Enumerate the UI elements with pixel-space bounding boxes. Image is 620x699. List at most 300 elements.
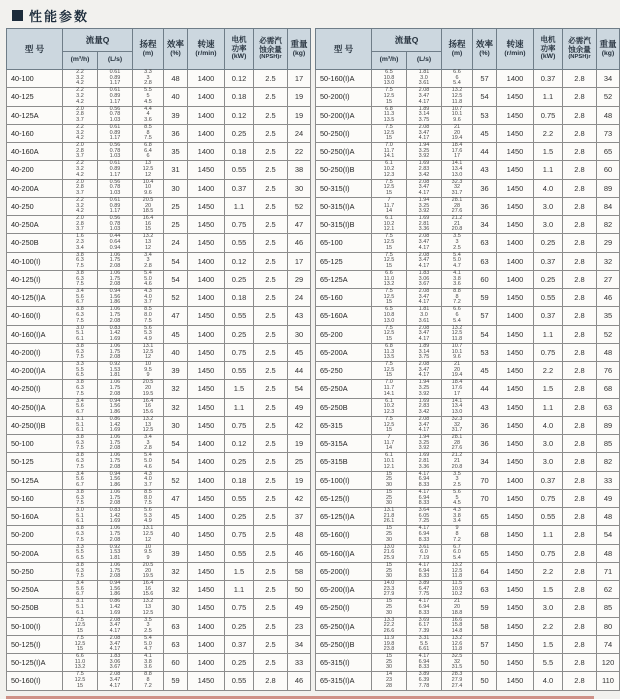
model-cell: 65-315B bbox=[316, 453, 372, 471]
table-row bbox=[316, 635, 620, 653]
weight-cell: 65 bbox=[597, 143, 620, 161]
head-cell: 4.3 4.0 3.7 bbox=[133, 471, 164, 489]
efficiency-cell: 57 bbox=[473, 307, 497, 325]
weight-cell: 48 bbox=[597, 343, 620, 361]
flow-ls-cell: 0.86 1.42 1.69 bbox=[98, 599, 133, 617]
efficiency-cell: 30 bbox=[164, 416, 188, 434]
weight-cell: 30 bbox=[288, 325, 311, 343]
flow-ls-cell: 2.08 3.47 4.17 bbox=[407, 88, 442, 106]
table-row bbox=[316, 343, 620, 361]
speed-cell: 1450 bbox=[497, 526, 534, 544]
table-header bbox=[7, 29, 311, 70]
npsh-cell: 2.8 bbox=[563, 672, 597, 690]
flow-ls-cell: 0.83 1.42 1.69 bbox=[98, 325, 133, 343]
npsh-cell: 2.8 bbox=[563, 617, 597, 635]
flow-m3h-cell: 7.5 12.5 15 bbox=[372, 88, 407, 106]
speed-cell: 1450 bbox=[497, 435, 534, 453]
npsh-cell: 2.8 bbox=[563, 453, 597, 471]
flow-m3h-cell: 2.2 3.2 4.2 bbox=[63, 70, 98, 88]
efficiency-cell: 36 bbox=[473, 197, 497, 215]
head-cell: 32.5 32 31.5 bbox=[442, 654, 473, 672]
model-cell: 40-250(I)A bbox=[7, 398, 63, 416]
weight-cell: 85 bbox=[597, 435, 620, 453]
efficiency-cell: 30 bbox=[164, 599, 188, 617]
table-row bbox=[7, 416, 311, 434]
flow-m3h-cell: 6.5 10.8 13.0 bbox=[372, 70, 407, 88]
flow-m3h-cell: 3.0 5.1 6.1 bbox=[63, 508, 98, 526]
head-cell: 21 20 18.8 bbox=[442, 599, 473, 617]
flow-m3h-cell: 3.3 5.5 6.5 bbox=[63, 362, 98, 380]
table-row bbox=[7, 343, 311, 361]
head-cell: 3.5 3 2.5 bbox=[133, 617, 164, 635]
efficiency-cell: 54 bbox=[473, 325, 497, 343]
efficiency-cell: 47 bbox=[164, 307, 188, 325]
model-cell: 65-200 bbox=[316, 325, 372, 343]
table-row bbox=[316, 544, 620, 562]
model-cell: 65-315 bbox=[316, 416, 372, 434]
flow-ls-cell: 0.56 0.78 1.03 bbox=[98, 216, 133, 234]
head-cell: 3.5 3 2.5 bbox=[442, 234, 473, 252]
efficiency-cell: 70 bbox=[473, 471, 497, 489]
power-cell: 0.37 bbox=[225, 635, 254, 653]
power-cell: 1.5 bbox=[534, 380, 563, 398]
npsh-cell: 2.8 bbox=[563, 581, 597, 599]
speed-cell: 1450 bbox=[497, 617, 534, 635]
head-cell: 13.2 12.5 11.8 bbox=[442, 325, 473, 343]
flow-ls-cell: 1.94 3.25 3.92 bbox=[407, 197, 442, 215]
speed-cell: 1400 bbox=[188, 143, 225, 161]
head-cell: 6.6 6 5.4 bbox=[442, 307, 473, 325]
table-row bbox=[7, 289, 311, 307]
npsh-cell: 2.8 bbox=[563, 179, 597, 197]
col-header-efficiency: 效率 (%) bbox=[164, 29, 188, 70]
efficiency-cell: 63 bbox=[164, 617, 188, 635]
col-header-power: 电机 功率 (kW) bbox=[225, 29, 254, 70]
head-cell: 16.4 16 15.6 bbox=[133, 581, 164, 599]
table-row bbox=[7, 508, 311, 526]
npsh-cell: 2.8 bbox=[563, 635, 597, 653]
power-cell: 4.0 bbox=[534, 672, 563, 690]
power-cell: 0.75 bbox=[534, 544, 563, 562]
model-cell: 50-160 bbox=[7, 489, 63, 507]
power-cell: 0.37 bbox=[534, 252, 563, 270]
col-header-npsh: 必需汽 蚀余量 (NPSH)r bbox=[563, 29, 597, 70]
efficiency-cell: 43 bbox=[473, 161, 497, 179]
head-cell: 21 20 19.4 bbox=[442, 362, 473, 380]
weight-cell: 89 bbox=[597, 179, 620, 197]
head-cell: 6.6 6 5.4 bbox=[442, 70, 473, 88]
model-cell: 40-125A bbox=[7, 106, 63, 124]
efficiency-cell: 25 bbox=[164, 197, 188, 215]
efficiency-cell: 59 bbox=[473, 599, 497, 617]
power-cell: 0.75 bbox=[225, 216, 254, 234]
flow-m3h-cell: 6.6 11.0 13.2 bbox=[63, 654, 98, 672]
npsh-cell: 2.8 bbox=[563, 544, 597, 562]
speed-cell: 1450 bbox=[497, 380, 534, 398]
table-row bbox=[316, 617, 620, 635]
table-row bbox=[316, 362, 620, 380]
model-cell: 65-160(I) bbox=[316, 526, 372, 544]
flow-m3h-cell: 2.0 2.8 3.7 bbox=[63, 216, 98, 234]
npsh-cell: 2.5 bbox=[254, 289, 288, 307]
flow-ls-cell: 4.17 6.94 8.33 bbox=[407, 471, 442, 489]
speed-cell: 1400 bbox=[188, 124, 225, 142]
efficiency-cell: 36 bbox=[164, 124, 188, 142]
npsh-cell: 2.8 bbox=[563, 471, 597, 489]
npsh-cell: 2.5 bbox=[254, 508, 288, 526]
model-cell: 40-250(I) bbox=[7, 380, 63, 398]
head-cell: 28.1 28 27.6 bbox=[442, 197, 473, 215]
npsh-cell: 2.8 bbox=[563, 526, 597, 544]
head-cell: 5.6 5.3 4.9 bbox=[133, 325, 164, 343]
flow-m3h-cell: 3.4 5.6 6.7 bbox=[63, 289, 98, 307]
model-cell: 65-315(I) bbox=[316, 654, 372, 672]
flow-ls-cell: 1.94 3.25 3.92 bbox=[407, 380, 442, 398]
flow-m3h-cell: 13.0 21.6 25.9 bbox=[372, 544, 407, 562]
weight-cell: 63 bbox=[597, 398, 620, 416]
speed-cell: 1450 bbox=[497, 289, 534, 307]
speed-cell: 1450 bbox=[497, 672, 534, 690]
flow-m3h-cell: 3.3 5.5 6.5 bbox=[63, 544, 98, 562]
speed-cell: 1450 bbox=[188, 544, 225, 562]
npsh-cell: 2.8 bbox=[563, 508, 597, 526]
table-row bbox=[7, 489, 311, 507]
power-cell: 1.5 bbox=[534, 581, 563, 599]
head-cell: 10.4 10 9.6 bbox=[133, 179, 164, 197]
speed-cell: 1400 bbox=[188, 325, 225, 343]
speed-cell: 1450 bbox=[497, 453, 534, 471]
head-cell: 8.8 8 7.2 bbox=[133, 672, 164, 690]
model-cell: 65-250(I)A bbox=[316, 617, 372, 635]
table-row bbox=[7, 398, 311, 416]
flow-ls-cell: 3.69 6.17 7.39 bbox=[407, 617, 442, 635]
power-cell: 1.1 bbox=[225, 197, 254, 215]
flow-m3h-cell: 3.4 5.6 6.7 bbox=[63, 471, 98, 489]
table-row bbox=[316, 581, 620, 599]
head-cell: 4.4 4 3.6 bbox=[133, 106, 164, 124]
model-cell: 65-250B bbox=[316, 398, 372, 416]
flow-m3h-cell: 6.1 10.2 12.1 bbox=[372, 216, 407, 234]
speed-cell: 1450 bbox=[497, 416, 534, 434]
power-cell: 2.2 bbox=[534, 562, 563, 580]
flow-m3h-cell: 7.5 12.5 15 bbox=[372, 362, 407, 380]
power-cell: 0.55 bbox=[534, 289, 563, 307]
power-cell: 0.37 bbox=[534, 307, 563, 325]
speed-cell: 1450 bbox=[497, 343, 534, 361]
efficiency-cell: 31 bbox=[164, 161, 188, 179]
weight-cell: 19 bbox=[288, 88, 311, 106]
speed-cell: 1450 bbox=[497, 581, 534, 599]
flow-ls-cell: 4.17 6.94 8.33 bbox=[407, 489, 442, 507]
efficiency-cell: 34 bbox=[473, 216, 497, 234]
speed-cell: 1400 bbox=[497, 307, 534, 325]
table-row bbox=[7, 270, 311, 288]
efficiency-cell: 32 bbox=[164, 562, 188, 580]
flow-ls-cell: 1.69 2.83 3.42 bbox=[407, 398, 442, 416]
speed-cell: 1450 bbox=[188, 234, 225, 252]
head-cell: 20.5 20 19.5 bbox=[133, 380, 164, 398]
flow-m3h-cell: 2.2 3.2 4.2 bbox=[63, 124, 98, 142]
flow-ls-cell: 2.08 3.47 4.17 bbox=[98, 617, 133, 635]
flow-m3h-cell: 3.8 6.3 7.5 bbox=[63, 453, 98, 471]
speed-cell: 1400 bbox=[188, 654, 225, 672]
speed-cell: 1450 bbox=[188, 416, 225, 434]
table-row bbox=[7, 544, 311, 562]
speed-cell: 1450 bbox=[188, 489, 225, 507]
weight-cell: 82 bbox=[597, 216, 620, 234]
col-header-speed: 转速 (r/min) bbox=[497, 29, 534, 70]
flow-m3h-cell: 3.8 6.3 7.5 bbox=[63, 270, 98, 288]
flow-m3h-cell: 3.8 6.3 7.5 bbox=[63, 307, 98, 325]
flow-ls-cell: 0.56 0.78 1.03 bbox=[98, 106, 133, 124]
efficiency-cell: 65 bbox=[473, 508, 497, 526]
table-row bbox=[7, 617, 311, 635]
npsh-cell: 2.8 bbox=[563, 343, 597, 361]
table-row bbox=[7, 599, 311, 617]
model-cell: 50-125 bbox=[7, 453, 63, 471]
head-cell: 13.2 13 12.5 bbox=[133, 599, 164, 617]
weight-cell: 46 bbox=[288, 234, 311, 252]
npsh-cell: 2.5 bbox=[254, 471, 288, 489]
head-cell: 28.3 27.9 27.4 bbox=[442, 672, 473, 690]
head-cell: 10 9.5 9 bbox=[133, 362, 164, 380]
npsh-cell: 2.5 bbox=[254, 489, 288, 507]
speed-cell: 1400 bbox=[188, 635, 225, 653]
table-row bbox=[316, 252, 620, 270]
power-cell: 0.18 bbox=[225, 143, 254, 161]
table-row bbox=[7, 562, 311, 580]
model-cell: 50-250 bbox=[7, 562, 63, 580]
col-header-model: 型 号 bbox=[7, 29, 63, 70]
flow-ls-cell: 0.92 1.53 1.81 bbox=[98, 544, 133, 562]
flow-m3h-cell: 15 25 30 bbox=[372, 654, 407, 672]
flow-m3h-cell: 1.6 2.3 3.4 bbox=[63, 234, 98, 252]
model-cell: 65-250(I) bbox=[316, 599, 372, 617]
performance-table-left bbox=[6, 28, 311, 691]
npsh-cell: 2.5 bbox=[254, 617, 288, 635]
flow-ls-cell: 0.61 0.89 1.17 bbox=[98, 70, 133, 88]
table-row bbox=[316, 216, 620, 234]
npsh-cell: 2.8 bbox=[563, 654, 597, 672]
npsh-cell: 2.8 bbox=[563, 216, 597, 234]
flow-m3h-cell: 3.0 5.1 6.1 bbox=[63, 325, 98, 343]
flow-ls-cell: 4.17 6.94 8.33 bbox=[407, 654, 442, 672]
npsh-cell: 2.5 bbox=[254, 252, 288, 270]
weight-cell: 46 bbox=[288, 672, 311, 690]
power-cell: 0.12 bbox=[225, 70, 254, 88]
table-row bbox=[7, 325, 311, 343]
efficiency-cell: 63 bbox=[164, 635, 188, 653]
flow-ls-cell: 1.83 3.06 3.67 bbox=[98, 654, 133, 672]
head-cell: 5.4 5.0 4.6 bbox=[133, 270, 164, 288]
weight-cell: 73 bbox=[597, 124, 620, 142]
weight-cell: 68 bbox=[597, 380, 620, 398]
npsh-cell: 2.8 bbox=[563, 143, 597, 161]
weight-cell: 49 bbox=[597, 489, 620, 507]
model-cell: 50-315(I)B bbox=[316, 216, 372, 234]
weight-cell: 19 bbox=[288, 106, 311, 124]
speed-cell: 1450 bbox=[497, 179, 534, 197]
table-row bbox=[316, 161, 620, 179]
efficiency-cell: 47 bbox=[164, 489, 188, 507]
model-cell: 50-315(I)A bbox=[316, 197, 372, 215]
table-row bbox=[7, 161, 311, 179]
flow-m3h-cell: 2.2 3.2 4.2 bbox=[63, 161, 98, 179]
npsh-cell: 2.8 bbox=[563, 124, 597, 142]
power-cell: 0.37 bbox=[534, 471, 563, 489]
efficiency-cell: 59 bbox=[473, 289, 497, 307]
flow-m3h-cell: 3.4 5.6 6.7 bbox=[63, 581, 98, 599]
head-cell: 13.2 12.5 11.8 bbox=[442, 562, 473, 580]
head-cell: 3.3 3 2.8 bbox=[133, 70, 164, 88]
weight-cell: 71 bbox=[597, 562, 620, 580]
head-cell: 21.2 21 20.8 bbox=[442, 453, 473, 471]
table-row bbox=[7, 435, 311, 453]
weight-cell: 17 bbox=[288, 70, 311, 88]
efficiency-cell: 44 bbox=[473, 380, 497, 398]
head-cell: 13.1 12.5 12 bbox=[133, 343, 164, 361]
power-cell: 1.5 bbox=[225, 562, 254, 580]
flow-m3h-cell: 2.2 3.2 4.2 bbox=[63, 197, 98, 215]
efficiency-cell: 40 bbox=[164, 526, 188, 544]
flow-ls-cell: 1.69 2.83 3.42 bbox=[407, 161, 442, 179]
table-row bbox=[7, 197, 311, 215]
col-header-flow-ls: (L/s) bbox=[407, 52, 442, 70]
model-cell: 40-200(I) bbox=[7, 343, 63, 361]
flow-ls-cell: 3.64 6.05 7.25 bbox=[407, 508, 442, 526]
npsh-cell: 2.8 bbox=[254, 672, 288, 690]
speed-cell: 1450 bbox=[497, 599, 534, 617]
efficiency-cell: 54 bbox=[164, 435, 188, 453]
efficiency-cell: 32 bbox=[164, 380, 188, 398]
flow-m3h-cell: 7 11.7 14 bbox=[372, 197, 407, 215]
flow-ls-cell: 0.61 0.89 1.17 bbox=[98, 161, 133, 179]
efficiency-cell: 32 bbox=[164, 581, 188, 599]
power-cell: 0.55 bbox=[225, 362, 254, 380]
head-cell: 8.5 8 7.5 bbox=[133, 124, 164, 142]
weight-cell: 76 bbox=[597, 362, 620, 380]
power-cell: 0.18 bbox=[225, 289, 254, 307]
table-row bbox=[7, 179, 311, 197]
npsh-cell: 2.5 bbox=[254, 106, 288, 124]
flow-m3h-cell: 15 25 30 bbox=[372, 471, 407, 489]
npsh-cell: 2.5 bbox=[254, 270, 288, 288]
weight-cell: 19 bbox=[288, 435, 311, 453]
power-cell: 0.55 bbox=[225, 544, 254, 562]
model-cell: 40-100(I) bbox=[7, 252, 63, 270]
efficiency-cell: 64 bbox=[473, 562, 497, 580]
flow-ls-cell: 4.17 6.94 8.33 bbox=[407, 562, 442, 580]
power-cell: 2.2 bbox=[534, 362, 563, 380]
power-cell: 0.12 bbox=[225, 435, 254, 453]
npsh-cell: 2.5 bbox=[254, 179, 288, 197]
weight-cell: 52 bbox=[597, 88, 620, 106]
table-row bbox=[316, 654, 620, 672]
efficiency-cell: 63 bbox=[473, 581, 497, 599]
head-cell: 32.3 32 31.7 bbox=[442, 416, 473, 434]
model-cell: 65-160(I)A bbox=[316, 544, 372, 562]
flow-m3h-cell: 7.5 12.5 15 bbox=[372, 179, 407, 197]
flow-m3h-cell: 3.8 6.3 7.5 bbox=[63, 526, 98, 544]
power-cell: 4.0 bbox=[534, 179, 563, 197]
speed-cell: 1400 bbox=[497, 270, 534, 288]
weight-cell: 29 bbox=[288, 270, 311, 288]
flow-m3h-cell: 6.5 10.8 13.0 bbox=[372, 307, 407, 325]
npsh-cell: 2.5 bbox=[254, 526, 288, 544]
flow-m3h-cell: 6.1 10.2 12.3 bbox=[372, 161, 407, 179]
model-cell: 40-160A bbox=[7, 143, 63, 161]
model-cell: 50-160(I) bbox=[7, 672, 63, 690]
table-row bbox=[316, 197, 620, 215]
head-cell: 18.4 17.6 17 bbox=[442, 143, 473, 161]
table-row bbox=[316, 270, 620, 288]
model-cell: 50-250A bbox=[7, 581, 63, 599]
power-cell: 1.5 bbox=[534, 143, 563, 161]
table-row bbox=[7, 70, 311, 88]
npsh-cell: 2.8 bbox=[563, 599, 597, 617]
flow-m3h-cell: 15 25 30 bbox=[372, 599, 407, 617]
npsh-cell: 2.5 bbox=[254, 307, 288, 325]
npsh-cell: 2.8 bbox=[563, 325, 597, 343]
weight-cell: 32 bbox=[597, 252, 620, 270]
col-header-speed: 转速 (r/min) bbox=[188, 29, 225, 70]
model-cell: 40-200 bbox=[7, 161, 63, 179]
table-row bbox=[316, 88, 620, 106]
flow-ls-cell: 0.56 0.78 1.03 bbox=[98, 179, 133, 197]
power-cell: 3.0 bbox=[534, 599, 563, 617]
flow-ls-cell: 2.08 3.47 4.17 bbox=[407, 289, 442, 307]
power-cell: 0.75 bbox=[534, 489, 563, 507]
weight-cell: 30 bbox=[288, 179, 311, 197]
model-cell: 50-200A bbox=[7, 544, 63, 562]
model-cell: 50-160A bbox=[7, 508, 63, 526]
npsh-cell: 2.8 bbox=[563, 88, 597, 106]
power-cell: 1.1 bbox=[534, 526, 563, 544]
speed-cell: 1450 bbox=[188, 599, 225, 617]
flow-ls-cell: 0.92 1.53 1.81 bbox=[98, 362, 133, 380]
square-bullet-icon bbox=[12, 10, 23, 21]
flow-ls-cell: 0.83 1.42 1.69 bbox=[98, 508, 133, 526]
flow-m3h-cell: 2.0 2.8 3.7 bbox=[63, 179, 98, 197]
efficiency-cell: 52 bbox=[164, 289, 188, 307]
head-cell: 28.1 28 27.6 bbox=[442, 435, 473, 453]
model-cell: 65-125(I) bbox=[316, 489, 372, 507]
power-cell: 1.1 bbox=[534, 398, 563, 416]
efficiency-cell: 63 bbox=[473, 252, 497, 270]
power-cell: 0.25 bbox=[225, 453, 254, 471]
speed-cell: 1450 bbox=[497, 508, 534, 526]
weight-cell: 37 bbox=[288, 508, 311, 526]
flow-m3h-cell: 3.8 6.3 7.5 bbox=[63, 252, 98, 270]
npsh-cell: 2.5 bbox=[254, 453, 288, 471]
head-cell: 5.4 5.0 4.7 bbox=[133, 635, 164, 653]
power-cell: 0.12 bbox=[225, 252, 254, 270]
efficiency-cell: 54 bbox=[164, 252, 188, 270]
flow-m3h-cell: 6.6 11.0 13.2 bbox=[372, 270, 407, 288]
speed-cell: 1400 bbox=[188, 106, 225, 124]
head-cell: 13.2 12.6 11.8 bbox=[442, 635, 473, 653]
weight-cell: 33 bbox=[288, 654, 311, 672]
col-header-flow: 流量Q bbox=[63, 29, 133, 52]
model-cell: 50-250(I) bbox=[316, 124, 372, 142]
efficiency-cell: 53 bbox=[473, 106, 497, 124]
efficiency-cell: 68 bbox=[473, 526, 497, 544]
weight-cell: 34 bbox=[288, 635, 311, 653]
model-cell: 50-200 bbox=[7, 526, 63, 544]
flow-ls-cell: 1.06 1.75 2.08 bbox=[98, 380, 133, 398]
table-row bbox=[316, 289, 620, 307]
power-cell: 1.1 bbox=[225, 581, 254, 599]
